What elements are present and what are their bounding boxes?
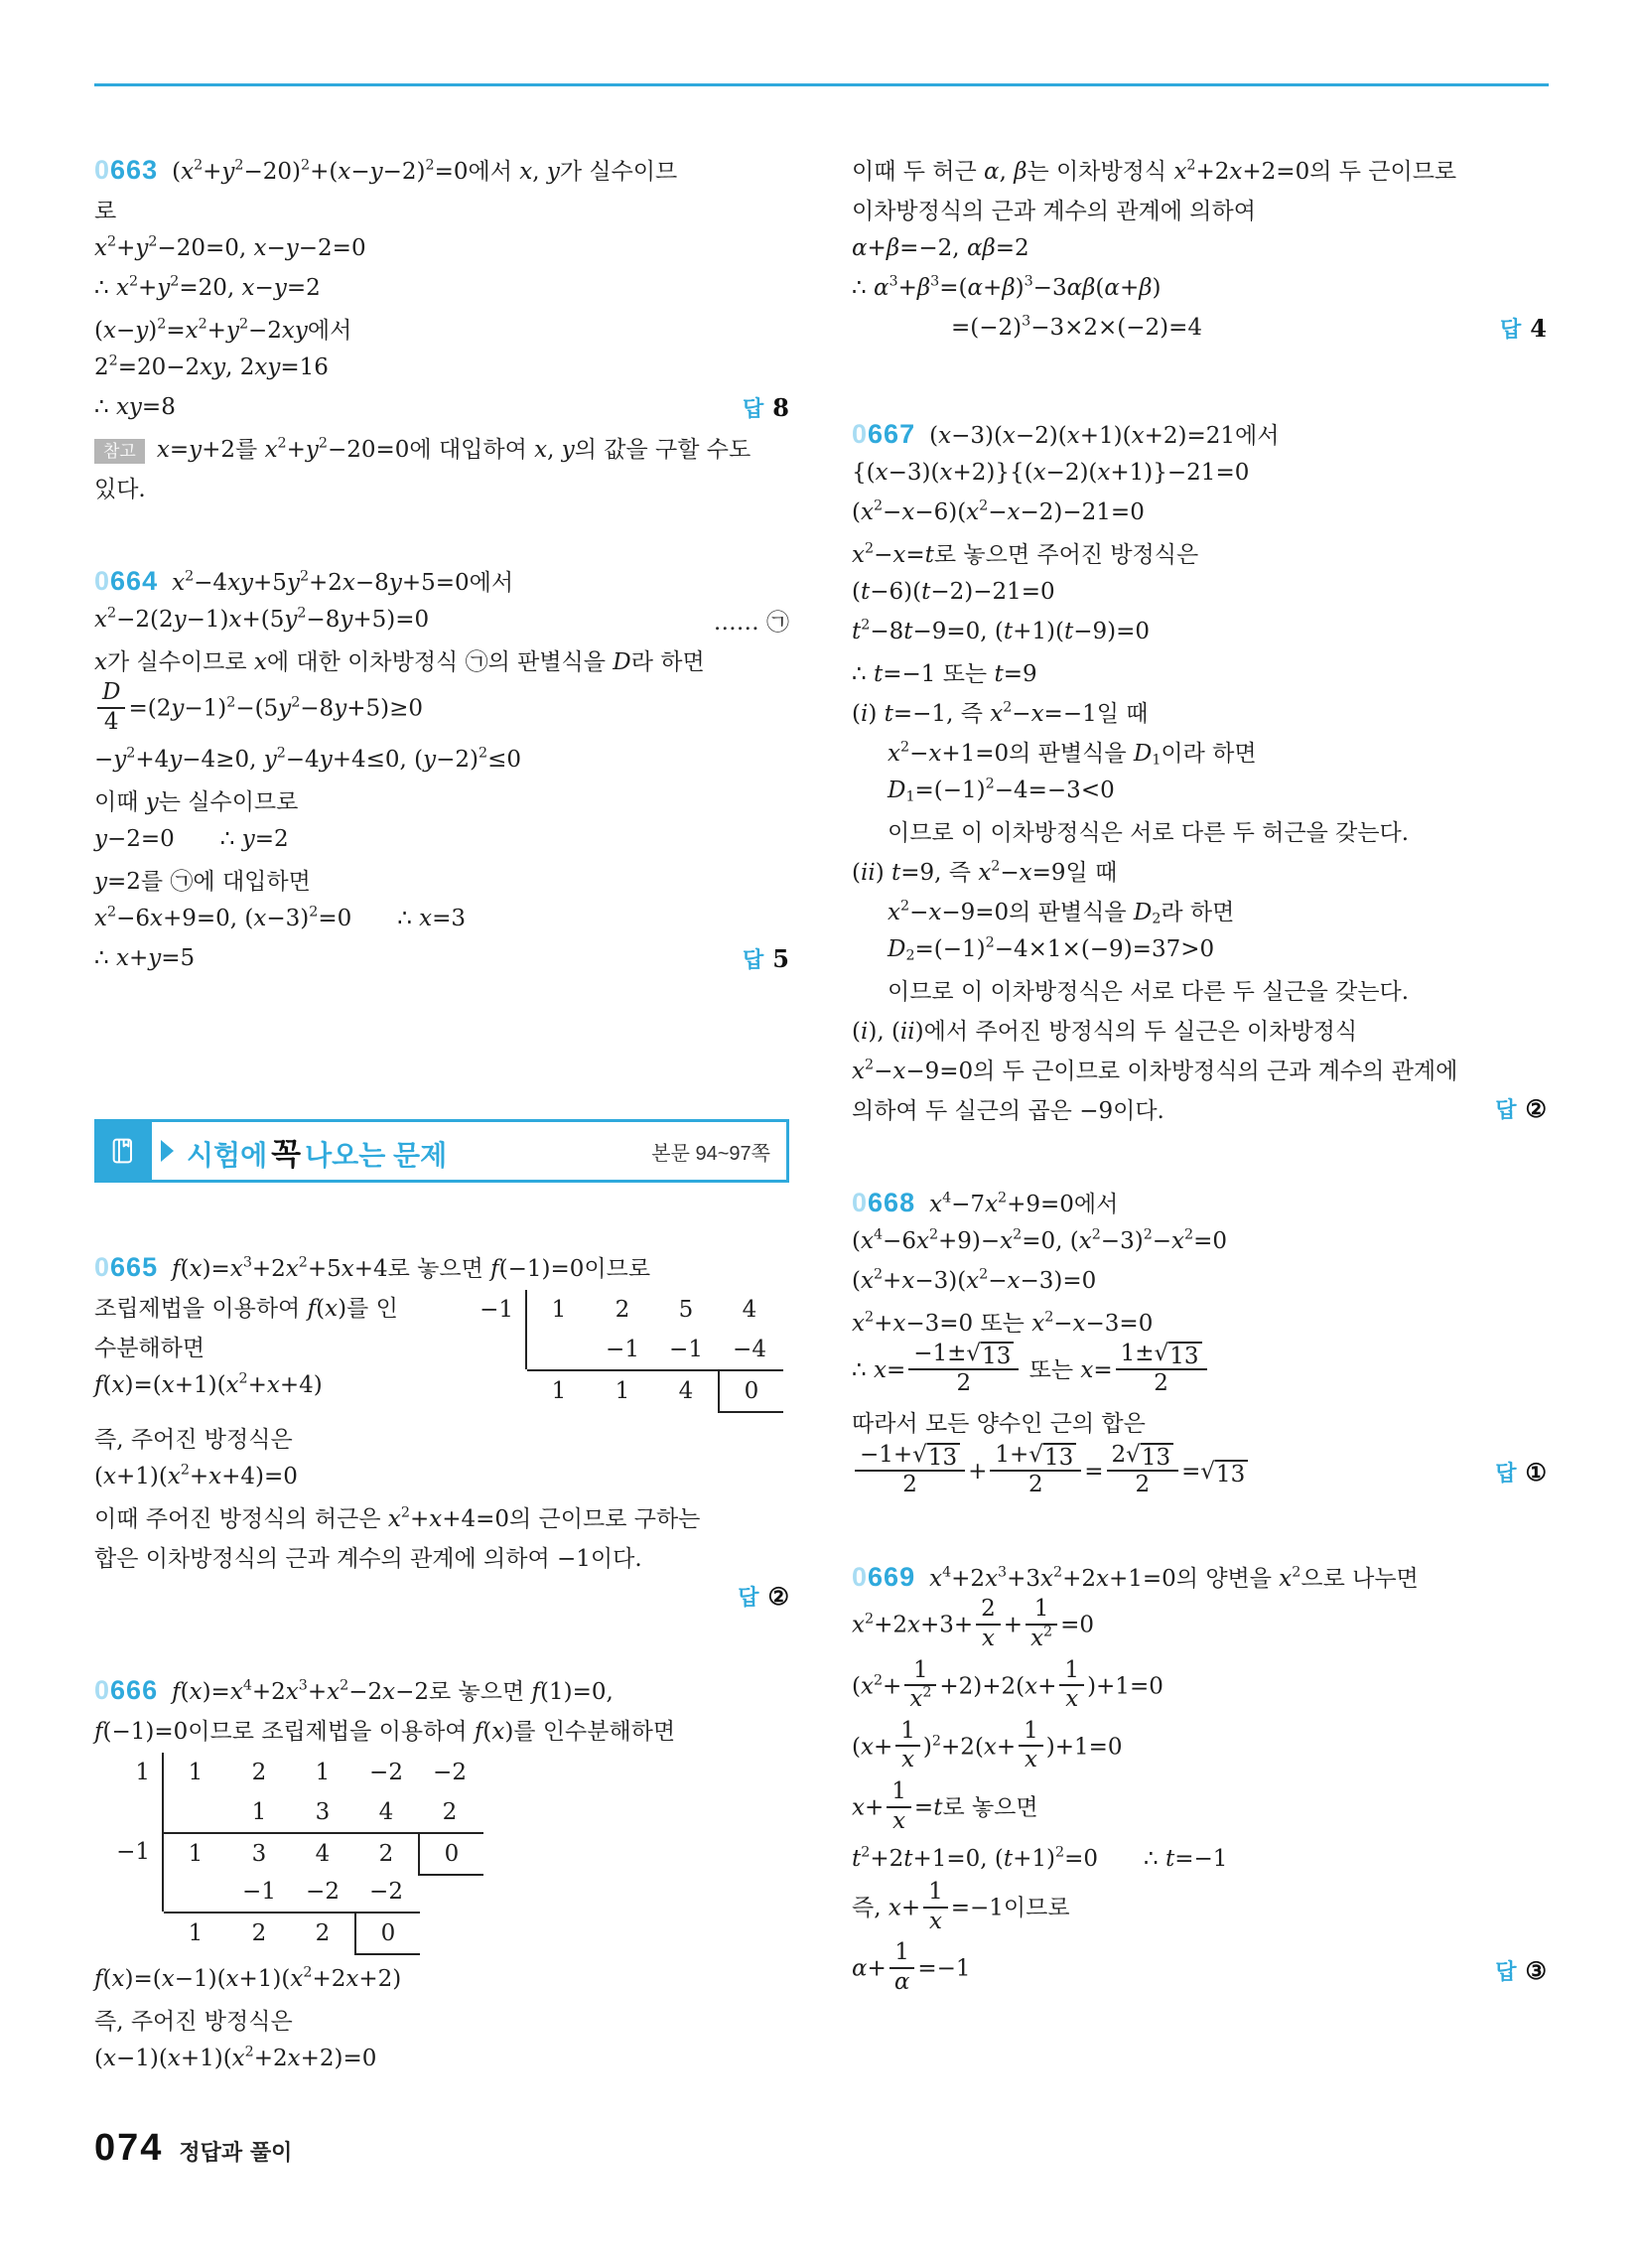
text-line: 참고 x=y+2를 $x^2+y^2-20=0$에 대입하여 x, y의 값을 구할 수도 [94,427,789,467]
note-badge: 참고 [94,439,145,464]
text-line: 이므로 이 이차방정식은 서로 다른 두 실근을 갖는다. [888,978,1410,1005]
table-cell: 2 [354,1832,418,1874]
text-line: x+ $\frac{1}{x}$ =t로 놓으면 [852,1778,1038,1834]
text-line: 0666 $f(x)=x^4+2x^3+x^2-2x-2$로 놓으면 f(1)=0, [94,1674,614,1705]
top-rule [94,83,1549,86]
solution-continuation [852,149,1547,348]
fraction: −1± √ 13 2 [908,1341,1019,1398]
answer-badge [731,392,789,423]
table-row [98,1832,789,1872]
banner-tab [94,1122,152,1180]
table-cell: 1 [591,1369,654,1411]
table-cell: 5 [678,1297,694,1324]
text-line: 0663 $(x^2+y^2-20)^2+(x-y-2)^2=0$에서 x, y가 실수이므 [94,154,678,185]
answer-value: ② [1525,1093,1547,1123]
text-line: $x^2-x-9=0$의 두 근이므로 이차방정식의 근과 계수의 관계에 [852,1057,1458,1084]
text-line: 즉, 주어진 방정식은 [94,1426,293,1453]
text-line: 즉, x+ $\frac{1}{x}$ =−1이므로 [852,1879,1070,1934]
answer-badge [726,1581,789,1612]
text-line: $(x^2-x-6)(x^2-x-2)-21=0$ [852,497,1145,525]
answer-badge [731,943,789,974]
table-row [462,1290,783,1330]
table-cell: −1 [606,1337,639,1363]
text-line: 있다. [94,476,146,502]
square-root: √ 13 [1200,1460,1248,1487]
synthetic-division-table [462,1290,783,1409]
text-line: (i) t=−1, 즉 $x^2-x=-1$일 때 [852,699,1149,727]
book-icon [107,1135,139,1167]
text-line: $x^2-2(2y-1)x+(5y^2-8y+5)=0$ …… ㉠ [94,600,789,639]
text-line: $=(-2)^3-3\times 2\times(-2)=4$ 답 4 [951,313,1547,343]
text-line: ∴ t=−1 또는 t=9 [852,660,1037,687]
fraction: $\frac{1}{x}$ [1019,1718,1043,1774]
banner-arrow-icon [161,1140,174,1162]
text-line: $x^2+y^2-20=0$, x−y−2=0 [94,233,366,261]
text-line: α+ $\frac{1}{\alpha}$ =−1 답 ③ [852,1939,1547,1995]
table-cell: 1 [527,1369,591,1411]
text-line: $x^2-x-9=0$의 판별식을 $D_2$라 하면 [888,898,1235,927]
text-line: $D_1=(-1)^2-4=-3<0$ [888,776,1115,805]
answer-badge [1488,313,1547,344]
answer-value: ① [1525,1458,1547,1488]
problem-0663 [94,149,789,506]
fraction: $\frac{1}{x^2}$ [904,1657,936,1714]
table-row [462,1369,783,1409]
table-row [462,1330,783,1369]
left-column [94,149,789,2132]
answer-badge [1483,1955,1547,1986]
text-line: $f(x)=(x+1)(x^2+x+4)$ [94,1370,323,1399]
banner-title: 시험에 꼭 나오는 문제 [187,1136,448,1172]
text-line: $(x^2+x-3)(x^2-x-3)=0$ [852,1266,1097,1294]
table-cell: 4 [654,1369,718,1411]
text-line: 즉, 주어진 방정식은 [94,2008,293,2035]
answer-label: 답 [743,946,764,972]
table-cell: 4 [742,1297,757,1324]
answer-label: 답 [1495,1461,1517,1487]
table-cell: −1 [669,1337,703,1363]
fraction: −1+ √ 13 2 [855,1442,965,1499]
text-line: ∴ xy=8 답 8 [94,392,789,422]
text-line: f(−1)=0이므로 조립제법을 이용하여 f(x)를 인수분해하면 [94,1718,676,1745]
table-cell: 2 [227,1912,291,1953]
square-root: √ 13 [912,1443,960,1470]
right-column [852,149,1547,2055]
problem-0669 [852,1556,1547,2000]
footer-label: 정답과 풀이 [179,2140,293,2166]
problem-number: 0664 [94,565,159,596]
problem-0666 [94,1669,789,2078]
table-row [98,1872,789,1912]
table-head-cell: 1 [135,1760,150,1786]
fraction: 1± √ 13 2 [1116,1341,1207,1398]
text-line: $(x+1)(x^2+x+4)=0$ [94,1462,298,1490]
table-row [98,1912,789,1951]
text-line: $(x^4-6x^2+9)-x^2=0$, $(x^2-3)^2-x^2=0$ [852,1226,1228,1254]
table-cell: 3 [315,1799,331,1826]
text-line: −1+ √ 13 2 + 1+ √ 13 2 = 2 √ 13 2 = √ 13 답 ① [852,1442,1547,1503]
answer-label: 답 [738,1584,759,1610]
text-line: ∴ $x^2+y^2=20$, x−y=2 [94,273,321,301]
table-cell [164,1792,227,1832]
table-cell: 0 [354,1912,420,1955]
table-cell: 2 [442,1799,458,1826]
table-cell: 1 [251,1799,267,1826]
text-line: 0664 $x^2-4xy+5y^2+2x-8y+5=0$에서 [94,565,514,596]
table-cell: 0 [418,1832,483,1876]
synthetic-division-table [98,1753,789,1951]
table-head-cell: −1 [479,1297,513,1324]
problem-0667 [852,413,1547,1128]
text-line: ∴ x= −1± √ 13 2 또는 x= 1± √ 13 2 [852,1341,1547,1402]
square-root: √ 13 [1155,1342,1202,1368]
table-row [98,1753,789,1792]
table-cell: 1 [164,1832,227,1874]
table-cell [164,1872,227,1912]
fraction: $\frac{1}{x}$ [1059,1657,1084,1714]
text-line: ∴ x+y=5 답 5 [94,943,789,973]
text-line: $t^2-8t-9=0$, (t+1)(t−9)=0 [852,617,1151,644]
answer-label: 답 [1495,1096,1517,1122]
table-cell: 1 [164,1912,227,1953]
page-number: 074 [94,2127,164,2169]
problem-number: 0669 [852,1561,916,1592]
text-line: $x^2-6x+9=0$, $(x-3)^2=0$ ∴ x=3 [94,904,467,932]
text-line: (ii) t=9, 즉 $x^2-x=9$일 때 [852,858,1118,886]
text-with-side-table [94,1286,789,1417]
text-line: $(x-1)(x+1)(x^2+2x+2)=0$ [94,2044,377,2072]
text-line: 의하여 두 실근의 곱은 −9이다. 답 ② [852,1093,1547,1124]
page-footer [94,2127,292,2170]
table-cell: 0 [718,1369,783,1413]
banner-page-ref: 본문 94~97쪽 [651,1142,770,1165]
table-cell: −1 [242,1879,276,1906]
fraction: $\frac{1}{x}$ [895,1718,920,1774]
text-line: $D_2=(-1)^2-4\times 1\times(-9)=37>0$ [888,934,1215,964]
fraction: $\frac{1}{x^2}$ [1026,1596,1057,1652]
text-line: $x^2-x+1=0$의 판별식을 $D_1$이라 하면 [888,739,1257,769]
fraction: $\frac{1}{\alpha}$ [889,1939,915,1996]
text-line: y−2=0 ∴ y=2 [94,826,289,853]
table-cell: −2 [306,1879,340,1906]
table-cell: 4 [291,1832,354,1874]
text-line: $t^2+2t+1=0$, $(t+1)^2=0$ ∴ t=−1 [852,1844,1228,1873]
text-line: (x+ $\frac{1}{x}$ )$^2$+2(x+ $\frac{1}{x}$ )+1=0 [852,1717,1123,1773]
table-cell: 2 [291,1912,354,1953]
text-line: $2^2=20-2xy$, 2xy=16 [94,353,329,380]
table-row [98,1792,789,1832]
fraction: $\frac{1}{x}$ [887,1778,911,1835]
text-line: 수분해하면 [94,1335,205,1361]
text-line: (t−6)(t−2)−21=0 [852,579,1055,605]
text-line: $(x-y)^2=x^2+y^2-2xy$에서 [94,316,352,344]
text-line: ($x^2+$ $\frac{1}{x^2}$ +2)+2(x+ $\frac{1}{x}$ )+1=0 [852,1656,1163,1713]
table-cell: 3 [227,1832,291,1874]
table-cell: 1 [551,1297,567,1324]
text-line: 조립제법을 이용하여 f(x)를 인 [94,1295,398,1322]
text-line: α+β=−2, αβ=2 [852,235,1029,261]
text-line: y=2를 ㉠에 대입하면 [94,868,311,895]
table-cell: −4 [733,1337,766,1363]
table-cell: −2 [369,1879,403,1906]
answer-label: 답 [1500,316,1522,342]
problem-0665 [94,1246,789,1616]
problem-number: 0667 [852,418,916,449]
answer-badge [1483,1457,1547,1488]
text-line: 따라서 모든 양수인 근의 합은 [852,1411,1146,1438]
answer-badge [1483,1093,1547,1124]
answer-value: ② [767,1581,789,1611]
text-line: $x^2+x-3=0$ 또는 $x^2-x-3=0$ [852,1309,1154,1337]
text-line: (i), (ii)에서 주어진 방정식의 두 실근은 이차방정식 [852,1018,1358,1045]
problem-number: 0666 [94,1674,159,1705]
answer-value: 5 [772,943,789,973]
answer-label: 답 [743,395,764,421]
fraction: $\frac{D}{4}$ [97,679,125,736]
text-line: 0667 (x−3)(x−2)(x+1)(x+2)=21에서 [852,418,1280,449]
square-root: √ 13 [1028,1443,1076,1470]
text-line: 이때 y는 실수이므로 [94,788,299,815]
fraction: $\frac{1}{x}$ [923,1879,948,1935]
table-cell: 1 [188,1760,204,1786]
text-line: $x^2+2x+3+$ $\frac{2}{x}$ + $\frac{1}{x^2}$ =0 [852,1596,1095,1652]
section-banner [94,1119,789,1183]
fraction: $\frac{2}{x}$ [976,1596,1001,1652]
fraction: 1+ √ 13 2 [990,1442,1081,1499]
text-line: $-y^2+4y-4\ge 0$, $y^2-4y+4\le 0$, $(y-2)^2\le 0$ [94,745,521,774]
problem-0664 [94,560,789,978]
text-line: 0665 $f(x)=x^3+2x^2+5x+4$로 놓으면 f(−1)=0이므로 [94,1251,651,1282]
fraction: 2 √ 13 2 [1107,1442,1179,1499]
problem-number: 0665 [94,1251,159,1282]
table-cell [420,1912,483,1951]
text-line: $x^2-x=t$로 놓으면 주어진 방정식은 [852,540,1199,568]
text-line: $\frac{D}{4}$ $=(2y-1)^2-(5y^2-8y+5)\ge 0$ [94,679,789,740]
table-cell: 2 [251,1760,267,1786]
problem-number: 0663 [94,154,159,185]
text-line: {(x−3)(x+2)}{(x−2)(x+1)}−21=0 [852,460,1250,486]
text-line: 로 [94,198,117,224]
problem-0668 [852,1182,1547,1502]
table-cell: −2 [433,1760,467,1786]
text-line: 이므로 이 이차방정식은 서로 다른 두 허근을 갖는다. [888,819,1410,846]
text-line: 이때 주어진 방정식의 허근은 $x^2+x+4=0$의 근이므로 구하는 [94,1504,701,1532]
text-line: $f(x)=(x-1)(x+1)(x^2+2x+2)$ [94,1964,402,1993]
text-line: x가 실수이므로 x에 대한 이차방정식 ㉠의 판별식을 D라 하면 [94,648,705,675]
table-cell: 4 [378,1799,394,1826]
answer-value: ③ [1525,1955,1547,1985]
answer-label: 답 [1495,1958,1517,1984]
problem-number: 0668 [852,1187,916,1217]
answer-value: 8 [772,392,789,422]
answer-value: 4 [1530,313,1547,343]
equation-reference: …… ㉠ [713,609,789,636]
table-cell: −2 [369,1760,403,1786]
text-line [94,1576,789,1616]
text-line: ∴ $\alpha^3+\beta^3=(\alpha+\beta)^3-3\alpha\beta(\alpha+\beta)$ [852,273,1162,301]
table-head-cell: −1 [116,1839,150,1866]
table-cell [418,1872,481,1912]
square-root: √ 13 [966,1342,1014,1368]
text-line: 합은 이차방정식의 근과 계수의 관계에 의하여 −1이다. [94,1545,642,1572]
square-root: √ 13 [1126,1443,1173,1470]
text-line: 0669 $x^4+2x^3+3x^2+2x+1=0$의 양변을 $x^2$으로 나누면 [852,1561,1419,1592]
table-cell [527,1330,591,1369]
text-line: 이때 두 허근 α, β는 이차방정식 $x^2+2x+2=0$의 두 근이므로 [852,157,1457,185]
table-cell: 1 [315,1760,331,1786]
text-line: 이차방정식의 근과 계수의 관계에 의하여 [852,198,1256,224]
text-line: 0668 $x^4-7x^2+9=0$에서 [852,1187,1119,1217]
table-cell: 2 [615,1297,630,1324]
